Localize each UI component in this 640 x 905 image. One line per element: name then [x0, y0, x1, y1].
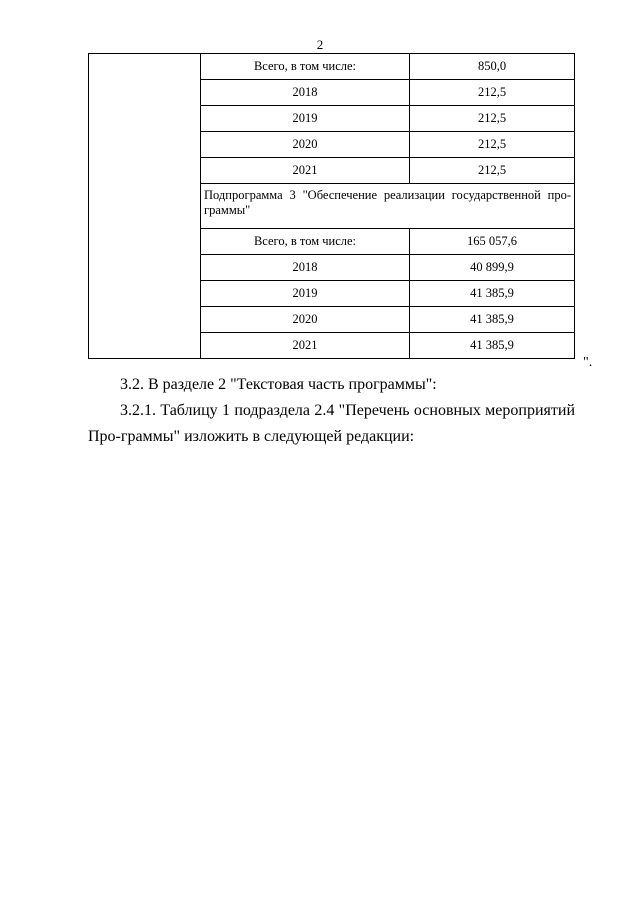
row-value: 41 385,9 — [410, 307, 575, 333]
row-value: 41 385,9 — [410, 281, 575, 307]
table-row — [89, 54, 575, 80]
paragraph-section-3-2: 3.2. В разделе 2 "Текстовая часть программы": — [120, 376, 437, 393]
row-value: 212,5 — [410, 132, 575, 158]
budget-table — [88, 53, 575, 359]
row-label: 2021 — [201, 158, 410, 184]
row-label: Всего, в том числе: — [201, 229, 410, 255]
row-label: 2018 — [201, 255, 410, 281]
row-label: 2019 — [201, 281, 410, 307]
row-value: 212,5 — [410, 106, 575, 132]
empty-left-cell — [89, 54, 201, 359]
row-label: 2018 — [201, 80, 410, 106]
page-number: 2 — [316, 37, 324, 52]
closing-quote-mark: ". — [583, 355, 593, 370]
row-value: 41 385,9 — [410, 333, 575, 359]
row-label: 2020 — [201, 307, 410, 333]
paragraph-section-3-2-1: 3.2.1. Таблицу 1 подраздела 2.4 "Перечень основных мероприятий Про-граммы" изложить в следующей редакции: — [88, 402, 575, 445]
row-label: 2020 — [201, 132, 410, 158]
row-label: Всего, в том числе: — [201, 54, 410, 80]
row-value: 212,5 — [410, 80, 575, 106]
row-value: 165 057,6 — [410, 229, 575, 255]
row-label: 2019 — [201, 106, 410, 132]
row-value: 40 899,9 — [410, 255, 575, 281]
row-value: 212,5 — [410, 158, 575, 184]
row-label: 2021 — [201, 333, 410, 359]
row-value: 850,0 — [410, 54, 575, 80]
subprogram-title: Подпрограмма 3 "Обеспечение реализации государственной про-граммы" — [201, 184, 575, 229]
